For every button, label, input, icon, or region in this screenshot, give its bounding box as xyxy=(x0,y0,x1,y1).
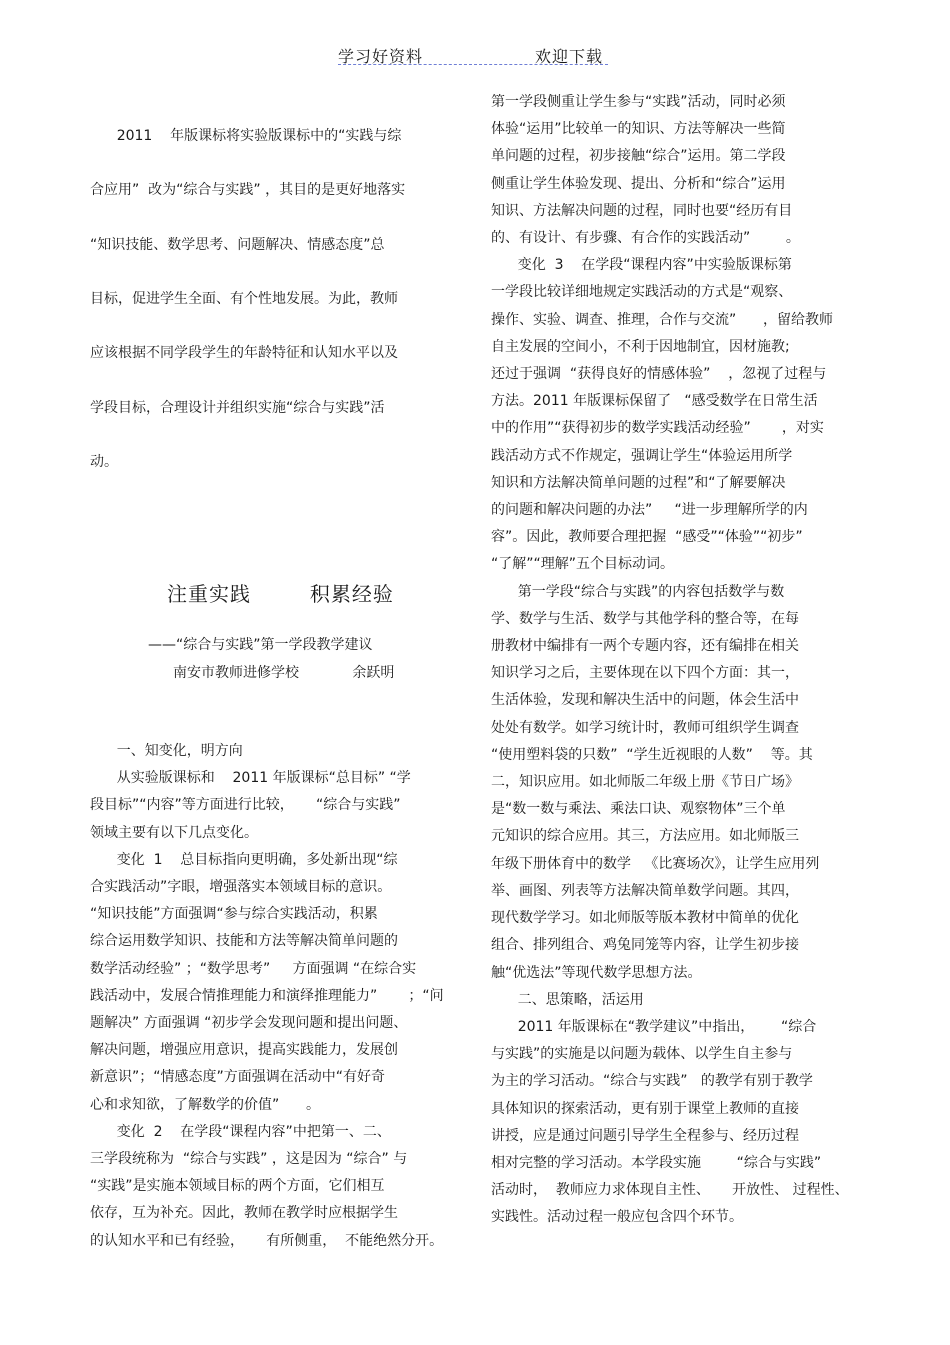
text-line: 侧重让学生体验发现、提出、分析和“综合”运用 xyxy=(491,175,786,192)
text-line: 学、数学与生活、数学与其他学科的整合等，在每 xyxy=(491,610,799,627)
text-line: 二、思策略，活运用 xyxy=(491,991,644,1008)
text-line: 举、画图、列表等方法解决简单数学问题。其四， xyxy=(491,882,799,899)
article-author: 南安市教师进修学校 余跃明 xyxy=(173,665,395,681)
intro-line: “知识技能、数学思考、问题解决、情感态度”总 xyxy=(90,237,385,253)
text-line: 知识和方法解决简单问题的过程”和“了解要解决 xyxy=(491,474,786,491)
text-line: “了解”“理解”五个目标动词。 xyxy=(491,556,675,573)
text-line: 新意识”；“情感态度”方面强调在活动中“有好奇 xyxy=(90,1069,386,1086)
text-line: 综合运用数学知识、技能和方法等解决简单问题的 xyxy=(90,933,398,950)
text-line: 单问题的过程，初步接触“综合”运用。第二学段 xyxy=(491,148,786,165)
intro-line: 应该根据不同学段学生的年龄特征和认知水平以及 xyxy=(90,345,398,361)
text-line: 的、有设计、有步骤、有合作的实践活动” 。 xyxy=(491,230,800,247)
text-line: 还过于强调 “获得良好的情感体验” ，忽视了过程与 xyxy=(491,366,827,383)
text-line: 相对完整的学习活动。本学段实施 “综合与实践” xyxy=(491,1154,822,1171)
text-line: 心和求知欲，了解数学的价值” 。 xyxy=(90,1096,320,1113)
text-line: 活动时， 教师应力求体现自主性、 开放性、 过程性、 xyxy=(491,1182,849,1199)
text-line: 一学段比较详细地规定实践活动的方式是“观察、 xyxy=(491,284,793,301)
text-line: 生活体验，发现和解决生活中的问题，体会生活中 xyxy=(491,692,799,709)
text-line: 实践性。活动过程一般应包含四个环节。 xyxy=(491,1209,743,1226)
text-line: 自主发展的空间小，不利于因地制宜，因材施教; xyxy=(491,338,790,355)
text-line: 中的作用”“获得初步的数学实践活动经验” ，对实 xyxy=(491,420,824,437)
text-line: 年级下册体育中的数学 《比赛场次》，让学生应用列 xyxy=(491,855,820,872)
text-line: 触“优选法”等现代数学思想方法。 xyxy=(491,964,702,981)
text-line: 践活动方式不作规定，强调让学生“体验运用所学 xyxy=(491,447,793,464)
left-column xyxy=(90,738,462,1255)
text-line: 第一学段侧重让学生参与“实践”活动，同时必须 xyxy=(491,94,786,110)
text-line: 领域主要有以下几点变化。 xyxy=(90,824,258,841)
text-line: 与实践”的实施是以问题为载体、以学生自主参与 xyxy=(491,1046,793,1063)
text-line: 处处有数学。如学习统计时，教师可组织学生调查 xyxy=(491,719,799,736)
text-line: 是“数一数与乘法、乘法口诀、观察物体”三个单 xyxy=(491,801,786,818)
article-subtitle: ——“综合与实践”第一学段教学建议 xyxy=(148,637,373,653)
text-line: 践活动中，发展合情推理能力和演绎推理能力” ；“问 xyxy=(90,987,444,1004)
text-line: 2011 年版课标在“教学建议”中指出， “综合 xyxy=(491,1018,817,1035)
text-line: 组合、排列组合、鸡兔同笼等内容，让学生初步接 xyxy=(491,937,799,954)
text-line: 操作、实验、调查、推理，合作与交流” ，留给教师 xyxy=(491,311,833,328)
header-left-text: 学习好资料 xyxy=(338,47,424,66)
header-dashed-rule xyxy=(338,64,608,65)
text-line: 的问题和解决问题的办法” “进一步理解所学的内 xyxy=(491,502,808,519)
text-line: 知识学习之后，主要体现在以下四个方面：其一， xyxy=(491,665,799,682)
text-line: 合实践活动”字眼，增强落实本领域目标的意识。 xyxy=(90,879,392,896)
text-line: 的认知水平和已有经验， 有所侧重， 不能绝然分开。 xyxy=(90,1232,444,1249)
intro-line: 学段目标，合理设计并组织实施“综合与实践”活 xyxy=(90,400,385,416)
text-line: 第一学段“综合与实践”的内容包括数学与数 xyxy=(491,583,785,600)
text-line: 段目标”“内容”等方面进行比较， “综合与实践” xyxy=(90,797,401,814)
text-line: 从实验版课标和 2011 年版课标“总目标” “学 xyxy=(90,770,411,787)
text-line: “知识技能”方面强调“参与综合实践活动，积累 xyxy=(90,906,378,923)
text-line: 数学活动经验” ；“数学思考” 方面强调 “在综合实 xyxy=(90,960,417,977)
text-line: 三学段统称为 “综合与实践” ，这是因为 “综合” 与 xyxy=(90,1151,408,1168)
text-line: 变化 2 在学段“课程内容”中把第一、二、 xyxy=(90,1123,391,1140)
text-line: 一、知变化，明方向 xyxy=(90,743,243,759)
header-right-text: 欢迎下载 xyxy=(535,47,604,66)
text-line: “使用塑料袋的只数” “学生近视眼的人数” 等。其 xyxy=(491,746,813,763)
right-column xyxy=(491,89,863,1232)
text-line: 解决问题，增强应用意识，提高实践能力，发展创 xyxy=(90,1042,398,1059)
text-line: 方法。2011 年版课标保留了 “感受数学在日常生活 xyxy=(491,393,818,410)
text-line: 体验“运用”比较单一的知识、方法等解决一些简 xyxy=(491,121,786,138)
text-line: 容”。因此，教师要合理把握 “感受”“体验”“初步” xyxy=(491,529,803,546)
text-line: 册教材中编排有一两个专题内容，还有编排在相关 xyxy=(491,638,799,655)
intro-line: 2011 年版课标将实验版课标中的“实践与综 xyxy=(90,128,402,144)
text-line: 二，知识应用。如北师版二年级上册《节日广场》 xyxy=(491,774,799,791)
intro-line: 目标，促进学生全面、有个性地发展。为此，教师 xyxy=(90,291,398,307)
text-line: 具体知识的探索活动，更有别于课堂上教师的直接 xyxy=(491,1100,799,1117)
text-line: 依存，互为补充。因此，教师在教学时应根据学生 xyxy=(90,1205,398,1222)
text-line: “实践”是实施本领域目标的两个方面，它们相互 xyxy=(90,1178,385,1195)
article-title: 注重实践 积累经验 xyxy=(167,582,394,606)
intro-line: 动。 xyxy=(90,454,118,470)
text-line: 元知识的综合应用。其三，方法应用。如北师版三 xyxy=(491,828,799,845)
text-line: 变化 1 总目标指向更明确，多处新出现“综 xyxy=(90,851,398,868)
text-line: 为主的学习活动。“综合与实践” 的教学有别于教学 xyxy=(491,1073,813,1090)
text-line: 题解决” 方面强调 “初步学会发现问题和提出问题、 xyxy=(90,1015,408,1032)
text-line: 知识、方法解决问题的过程，同时也要“经历有目 xyxy=(491,202,793,219)
text-line: 讲授，应是通过问题引导学生全程参与、经历过程 xyxy=(491,1127,799,1144)
intro-line: 合应用” 改为“综合与实践” ，其目的是更好地落实 xyxy=(90,182,406,198)
text-line: 变化 3 在学段“课程内容”中实验版课标第 xyxy=(491,257,792,274)
text-line: 现代数学学习。如北师版等版本教材中简单的优化 xyxy=(491,910,799,927)
